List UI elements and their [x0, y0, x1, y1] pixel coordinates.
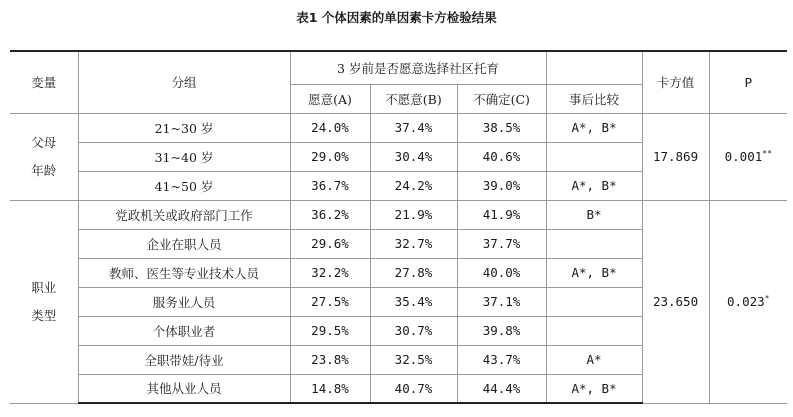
chi-value: 17.869: [642, 113, 709, 200]
p-value: [709, 200, 787, 403]
willing-cell: 29.6%: [290, 229, 370, 258]
group-cell: 41~50 岁: [78, 171, 290, 200]
group-cell: 21~30 岁: [78, 113, 290, 142]
header-group: 分组: [78, 51, 290, 113]
posthoc-cell: A*, B*: [546, 374, 642, 403]
posthoc-cell: [546, 142, 642, 171]
unsure-cell: 37.7%: [457, 229, 546, 258]
group-cell: 31~40 岁: [78, 142, 290, 171]
section-label-line1: 父母: [31, 134, 57, 150]
unwilling-cell: 30.7%: [370, 316, 457, 345]
unsure-cell: 41.9%: [457, 200, 546, 229]
group-cell: 全职带娃/待业: [78, 345, 290, 374]
unsure-cell: 43.7%: [457, 345, 546, 374]
significance-mark: **: [762, 148, 772, 158]
unsure-cell: 40.6%: [457, 142, 546, 171]
unsure-cell: 40.0%: [457, 258, 546, 287]
p-value-number: 0.023: [727, 294, 765, 309]
unwilling-cell: 40.7%: [370, 374, 457, 403]
willing-cell: 36.7%: [290, 171, 370, 200]
header-unsure: 不确定(C): [457, 84, 546, 113]
unwilling-cell: 32.5%: [370, 345, 457, 374]
group-cell: 其他从业人员: [78, 374, 290, 403]
table-row: [10, 113, 787, 142]
unwilling-cell: 24.2%: [370, 171, 457, 200]
group-cell: 服务业人员: [78, 287, 290, 316]
willing-cell: 32.2%: [290, 258, 370, 287]
unsure-cell: 39.0%: [457, 171, 546, 200]
posthoc-cell: [546, 316, 642, 345]
section-label: [10, 113, 78, 200]
p-value-number: 0.001: [724, 149, 763, 164]
table-caption: 表1 个体因素的单因素卡方检验结果: [296, 10, 497, 25]
header-willing: 愿意(A): [290, 84, 370, 113]
willing-cell: 36.2%: [290, 200, 370, 229]
unwilling-cell: 27.8%: [370, 258, 457, 287]
section-label-line2: 年龄: [31, 162, 57, 178]
unwilling-cell: 21.9%: [370, 200, 457, 229]
posthoc-cell: [546, 287, 642, 316]
group-cell: 教师、医生等专业技术人员: [78, 258, 290, 287]
unsure-cell: 44.4%: [457, 374, 546, 403]
group-cell: 个体职业者: [78, 316, 290, 345]
group-cell: 企业在职人员: [78, 229, 290, 258]
willing-cell: 23.8%: [290, 345, 370, 374]
posthoc-cell: B*: [546, 200, 642, 229]
group-cell: 党政机关或政府部门工作: [78, 200, 290, 229]
section-label-line2: 类型: [31, 307, 57, 323]
unsure-cell: 38.5%: [457, 113, 546, 142]
section-label-line1: 职业: [31, 279, 57, 295]
table-row: [10, 200, 787, 229]
willing-cell: 14.8%: [290, 374, 370, 403]
header-unwilling: 不愿意(B): [370, 84, 457, 113]
unsure-cell: 39.8%: [457, 316, 546, 345]
posthoc-cell: A*, B*: [546, 171, 642, 200]
header-question: 3 岁前是否愿意选择社区托育: [290, 51, 546, 84]
header-row-1: [10, 51, 787, 84]
posthoc-cell: A*: [546, 345, 642, 374]
willing-cell: 29.0%: [290, 142, 370, 171]
unwilling-cell: 32.7%: [370, 229, 457, 258]
header-variable: 变量: [10, 51, 78, 113]
unwilling-cell: 35.4%: [370, 287, 457, 316]
posthoc-cell: A*, B*: [546, 113, 642, 142]
p-value: [709, 113, 787, 200]
header-blank: [546, 51, 642, 84]
willing-cell: 29.5%: [290, 316, 370, 345]
willing-cell: 27.5%: [290, 287, 370, 316]
header-chi: 卡方值: [642, 51, 709, 113]
willing-cell: 24.0%: [290, 113, 370, 142]
unwilling-cell: 30.4%: [370, 142, 457, 171]
header-p: P: [709, 51, 787, 113]
section-label: [10, 200, 78, 403]
chi-square-table: [10, 50, 787, 404]
header-posthoc: 事后比较: [546, 84, 642, 113]
unwilling-cell: 37.4%: [370, 113, 457, 142]
significance-mark: *: [764, 293, 770, 303]
posthoc-cell: [546, 229, 642, 258]
chi-value: 23.650: [642, 200, 709, 403]
posthoc-cell: A*, B*: [546, 258, 642, 287]
unsure-cell: 37.1%: [457, 287, 546, 316]
